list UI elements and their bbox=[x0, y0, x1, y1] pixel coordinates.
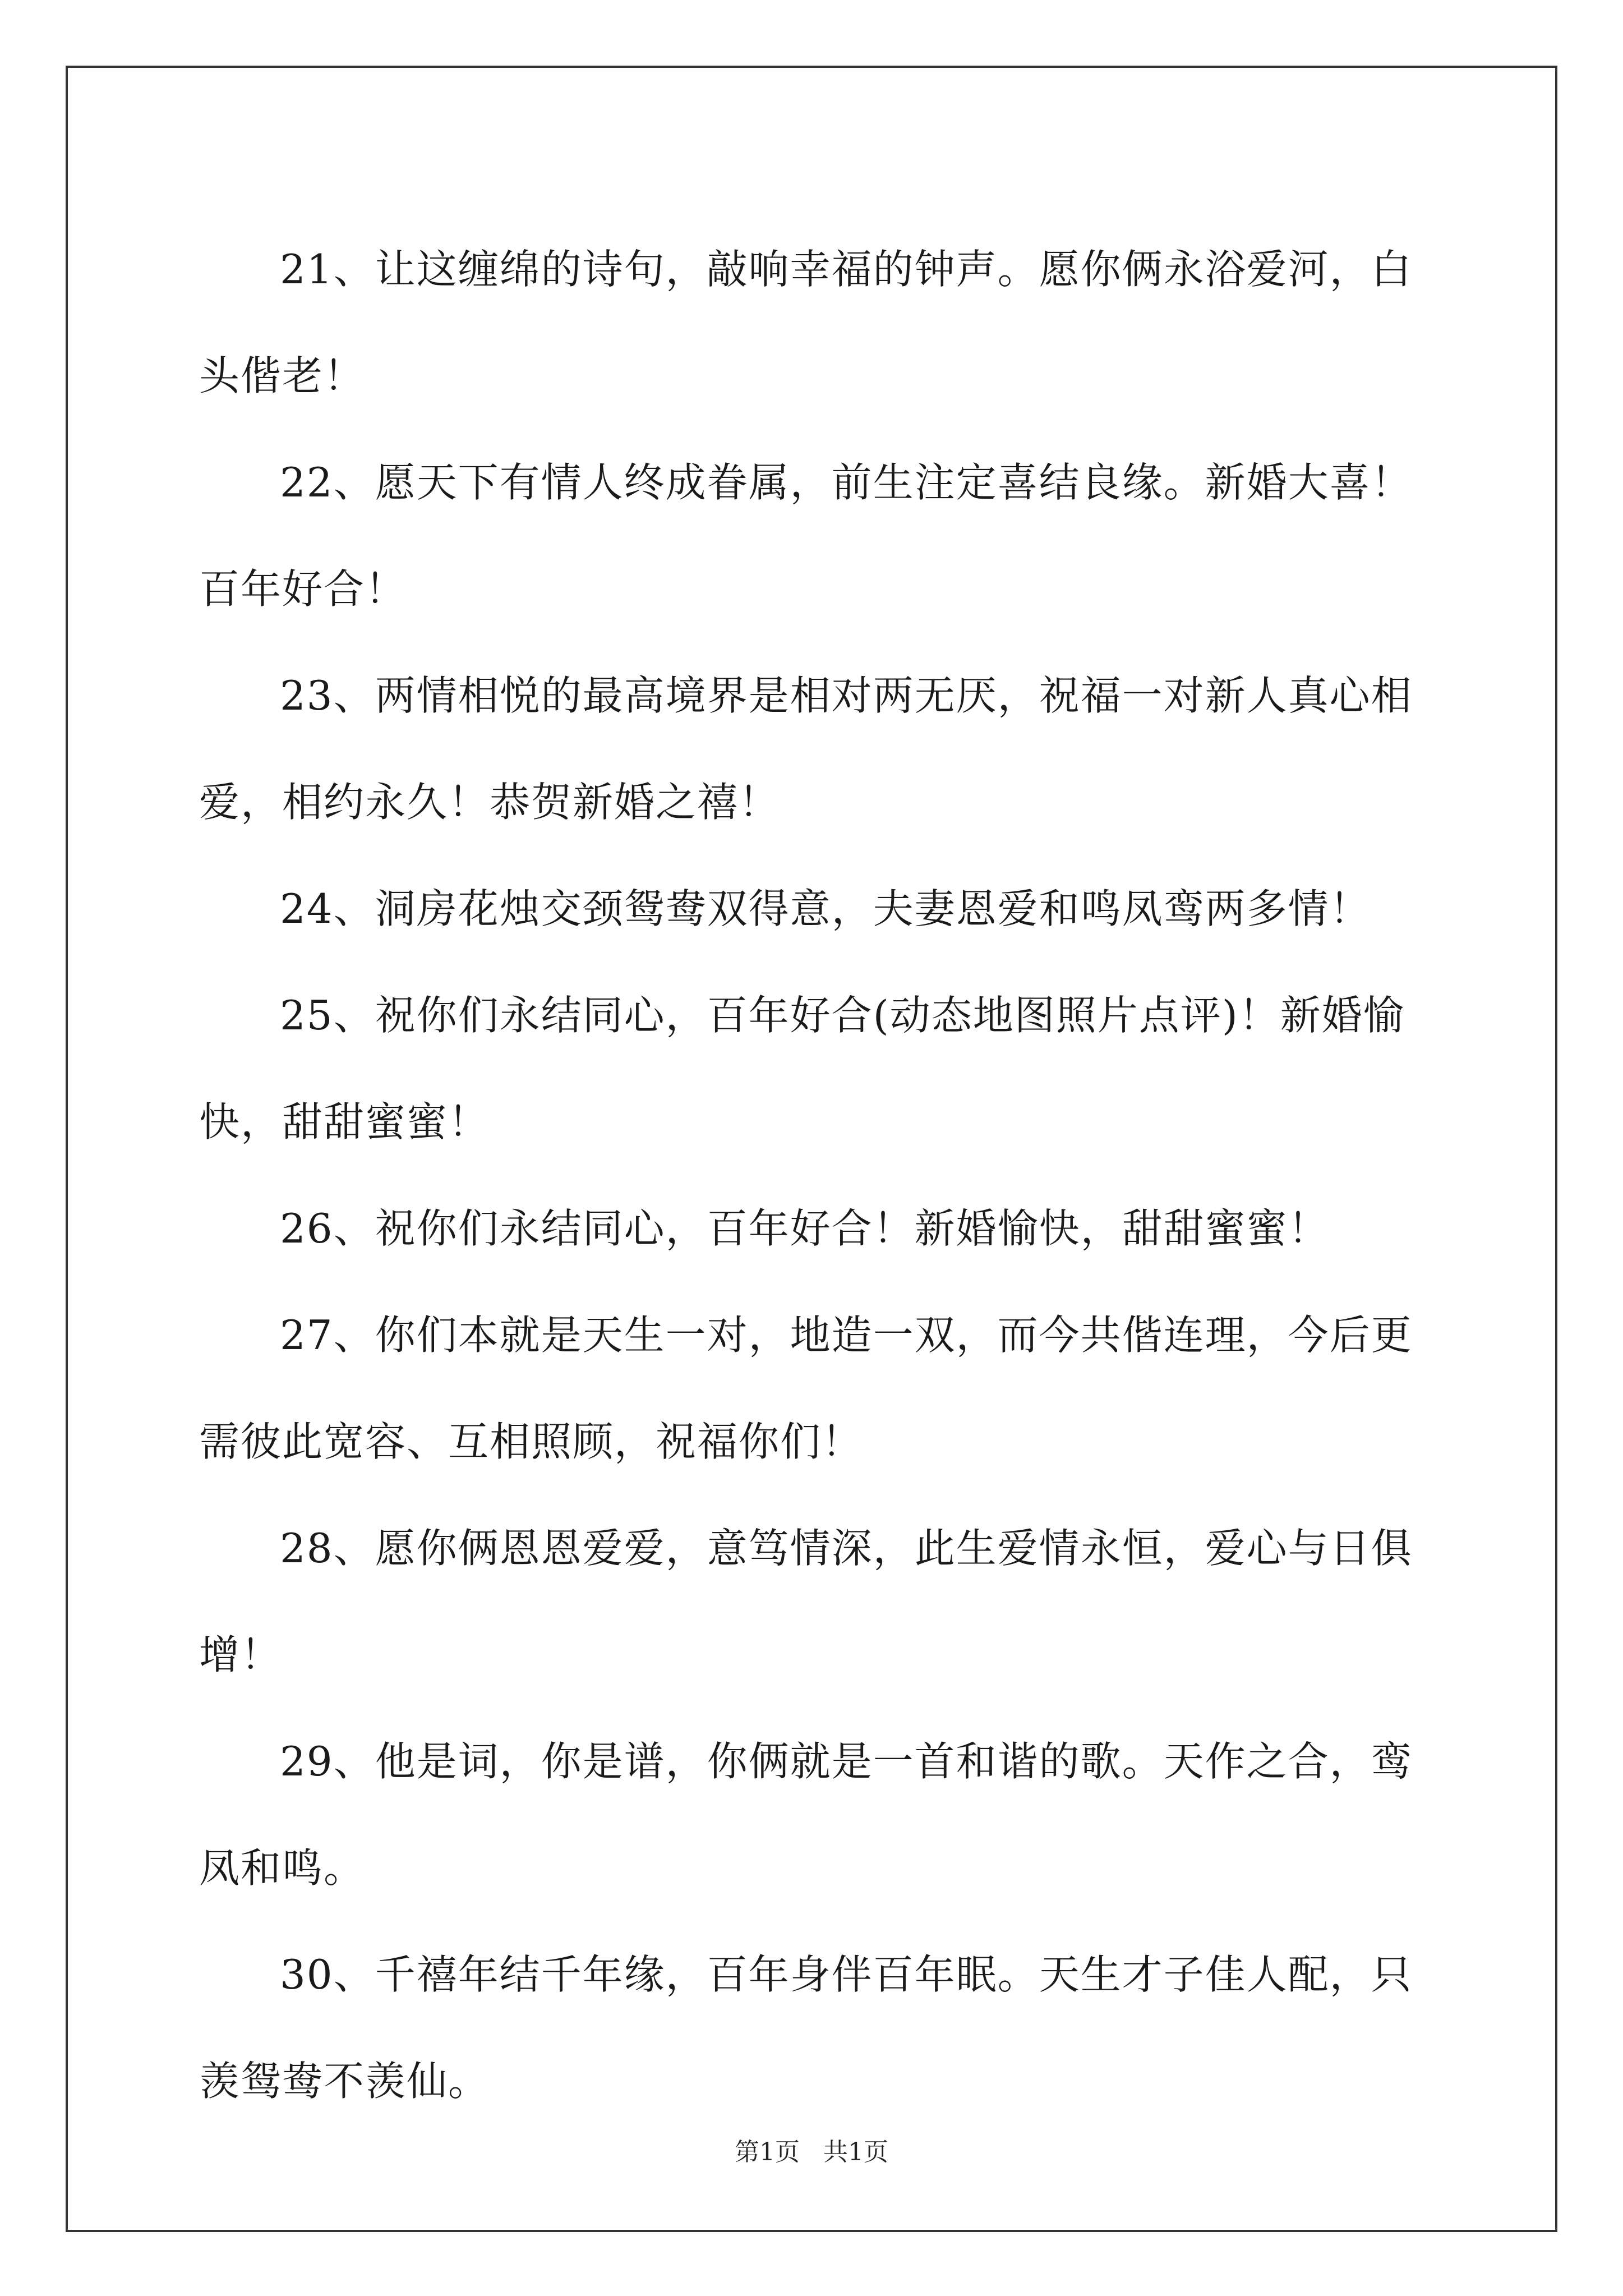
paragraph-21: 21、让这缠绵的诗句，敲响幸福的钟声。愿你俩永浴爱河，白头偕老！ bbox=[199, 246, 1413, 399]
paragraph-26: 26、祝你们永结同心，百年好合！新婚愉快，甜甜蜜蜜！ bbox=[280, 1205, 1330, 1252]
paragraph-28: 28、愿你俩恩恩爱爱，意笃情深，此生爱情永恒，爱心与日俱增！ bbox=[199, 1525, 1413, 1678]
paragraph-24: 24、洞房花烛交颈鸳鸯双得意，夫妻恩爱和鸣凤鸾两多情！ bbox=[280, 885, 1371, 932]
paragraph-23: 23、两情相悦的最高境界是相对两无厌，祝福一对新人真心相爱，相约永久！恭贺新婚之禧！ bbox=[199, 672, 1413, 826]
paragraph-25: 25、祝你们永结同心，百年好合(动态地图照片点评)！新婚愉快，甜甜蜜蜜！ bbox=[199, 992, 1405, 1145]
paragraph-29: 29、他是词，你是谱，你俩就是一首和谐的歌。天作之合，鸾凤和鸣。 bbox=[199, 1738, 1413, 1892]
paragraph-30: 30、千禧年结千年缘，百年身伴百年眠。天生才子佳人配，只羡鸳鸯不羡仙。 bbox=[199, 1951, 1413, 2105]
paragraph-22: 22、愿天下有情人终成眷属，前生注定喜结良缘。新婚大喜！百年好合！ bbox=[199, 459, 1413, 613]
document-body bbox=[199, 216, 1438, 2134]
paragraph-27: 27、你们本就是天生一对，地造一双，而今共偕连理，今后更需彼此宽容、互相照顾，祝福你们！ bbox=[199, 1312, 1413, 1465]
page-number-footer: 第1页 共1页 bbox=[735, 2138, 888, 2166]
